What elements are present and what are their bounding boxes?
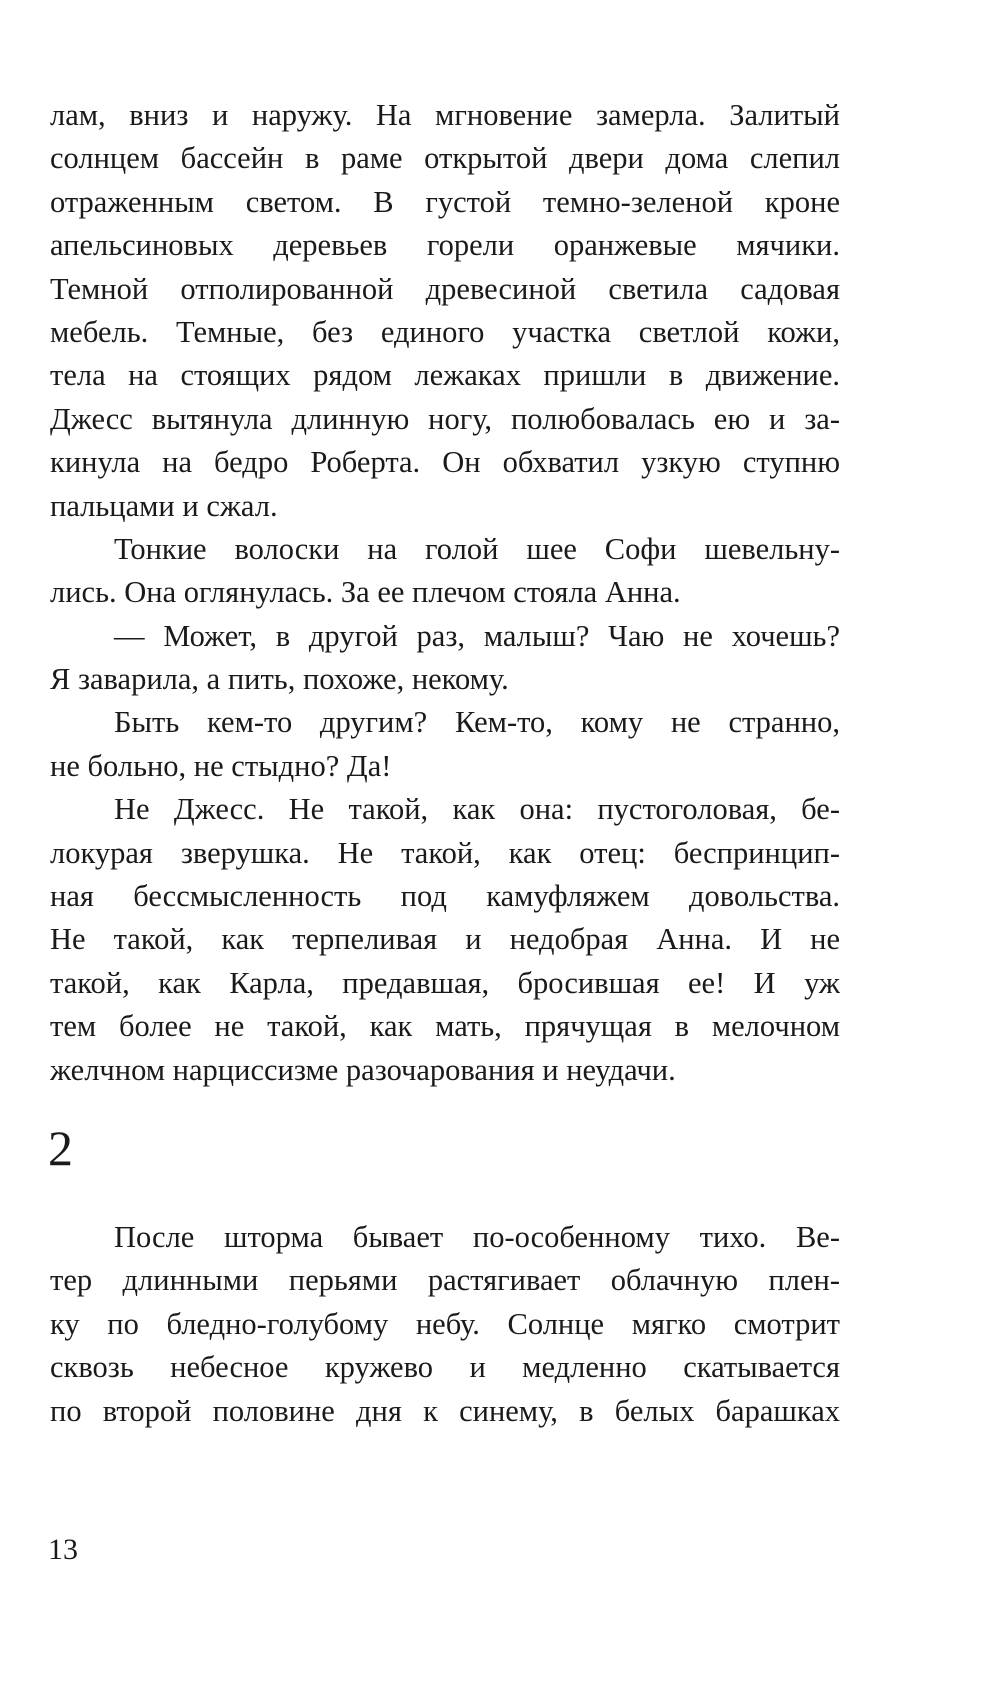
text-line: Я заварила, а пить, похоже, некому. xyxy=(50,662,509,697)
dialogue-line: — Может, в другой раз, малыш? Чаю не хочешь? xyxy=(114,618,840,653)
text-line: ку по бледно-голубому небу. Солнце мягко смотрит xyxy=(50,1306,840,1341)
text-line: локурая зверушка. Не такой, как отец: беспринцип- xyxy=(50,835,840,870)
text-line: мебель. Темные, без единого участка светлой кожи, xyxy=(50,314,840,349)
text-line: Не такой, как терпеливая и недобрая Анна. И не xyxy=(50,922,840,957)
text-line: лись. Она оглянулась. За ее плечом стояла Анна. xyxy=(50,575,681,610)
text-line: тела на стоящих рядом лежаках пришли в движение. xyxy=(50,358,840,393)
text-line: пальцами и сжал. xyxy=(50,488,278,523)
text-line: отраженным светом. В густой темно-зеленой кроне xyxy=(50,184,840,219)
text-line: по второй половине дня к синему, в белых барашках xyxy=(50,1393,840,1428)
body-text-section-2 xyxy=(50,1216,840,1433)
text-line: не больно, не стыдно? Да! xyxy=(50,748,392,783)
body-text-section-1 xyxy=(50,94,840,1092)
text-line: тем более не такой, как мать, прячущая в мелочном xyxy=(50,1009,840,1044)
text-line: солнцем бассейн в раме открытой двери дома слепил xyxy=(50,141,840,176)
text-line: такой, как Карла, предавшая, бросившая ее! И уж xyxy=(50,965,840,1000)
chapter-number: 2 xyxy=(48,1120,73,1176)
text-line: сквозь небесное кружево и медленно скатывается xyxy=(50,1350,840,1385)
text-line: желчном нарциссизме разочарования и неудачи. xyxy=(50,1052,676,1087)
text-line: После шторма бывает по-особенному тихо. Ве- xyxy=(114,1220,840,1254)
text-line: Не Джесс. Не такой, как она: пустоголовая, бе- xyxy=(114,792,840,827)
text-line: Тонкие волоски на голой шее Софи шевельну- xyxy=(114,531,840,566)
text-line: тер длинными перьями растягивает облачную плен- xyxy=(50,1263,840,1298)
text-line: Темной отполированной древесиной светила садовая xyxy=(50,271,840,306)
text-line: ная бессмысленность под камуфляжем довольства. xyxy=(50,879,840,914)
text-line: кинула на бедро Роберта. Он обхватил узкую ступню xyxy=(50,445,840,480)
text-line: Быть кем-то другим? Кем-то, кому не странно, xyxy=(114,705,840,740)
text-line: лам, вниз и наружу. На мгновение замерла. Залитый xyxy=(50,98,840,132)
text-line: апельсиновых деревьев горели оранжевые мячики. xyxy=(50,228,840,263)
text-line: Джесс вытянула длинную ногу, полюбовалась ею и за- xyxy=(50,401,840,436)
page-number: 13 xyxy=(48,1533,78,1566)
